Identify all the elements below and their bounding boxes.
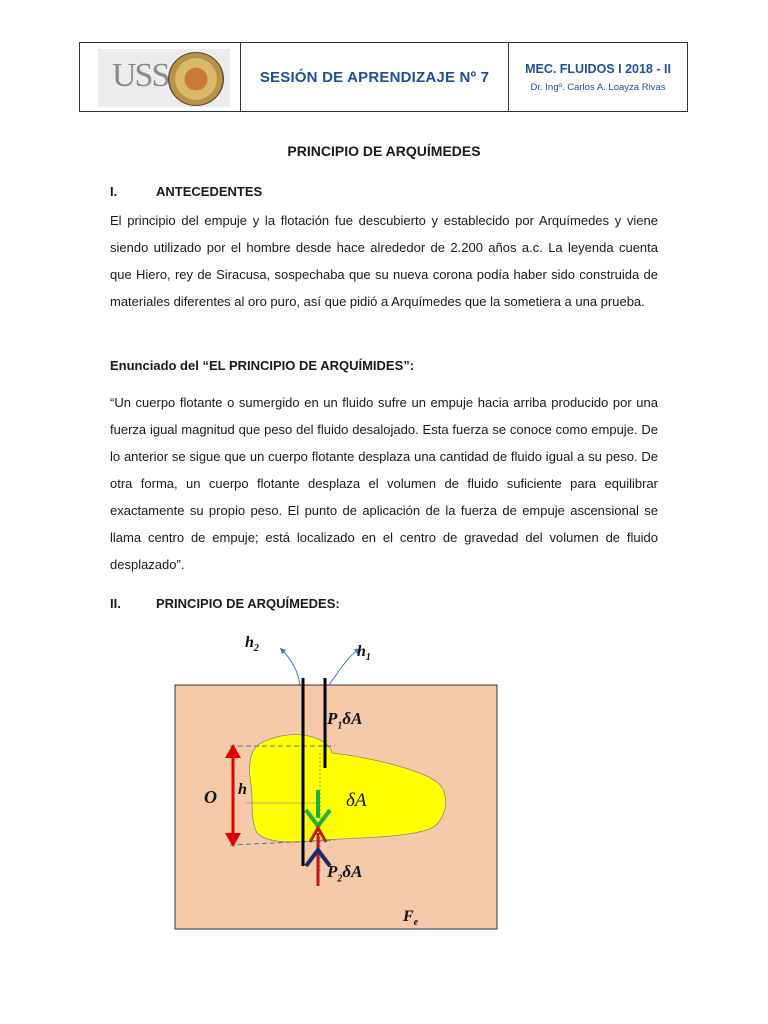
label-o: O <box>204 787 217 807</box>
session-cell <box>241 43 509 111</box>
archimedes-diagram <box>170 628 510 938</box>
section-1-number: I. <box>110 184 118 199</box>
document-header <box>79 42 688 112</box>
h2-pointer-arrow <box>282 650 300 686</box>
statement-heading: Enunciado del “EL PRINCIPIO DE ARQUÍMIDES”: <box>110 358 415 373</box>
statement-paragraph: “Un cuerpo flotante o sumergido en un fluido sufre un empuje hacia arriba producido por una fuerza igual magnitud que peso del fluido desalojado. Esta fuerza se conoce como empuje. De lo anterior se sigue que un cuerpo flotante desplaza una cantidad de fluido igual a su peso. De otra forma, un cuerpo flotante desplaza el volumen de fluido suficiente para equilibrar exactamente su propio peso. El punto de aplicación de la fuerza de empuje ascensional se llama centro de empuje; está localizado en el centro de gravedad del volumen de fluido desplazado”. <box>110 395 658 572</box>
uss-logo-text: USS <box>112 57 169 94</box>
h1-pointer-arrow <box>328 650 358 686</box>
page-title: PRINCIPIO DE ARQUÍMEDES <box>287 143 481 159</box>
section-2-title: PRINCIPIO DE ARQUÍMEDES: <box>156 596 340 611</box>
label-p2-da: $P_2\delta A$ <box>327 862 363 885</box>
section-2-number: II. <box>110 596 121 611</box>
label-h2: $h_2$ <box>245 634 259 655</box>
section-1-title: ANTECEDENTES <box>156 184 263 199</box>
session-title: SESIÓN DE APRENDIZAJE Nº 7 <box>259 68 490 86</box>
label-delta-a: δA <box>346 790 367 811</box>
university-logo <box>98 49 230 107</box>
course-cell <box>509 43 687 111</box>
label-fe: $F_e$ <box>403 908 419 929</box>
diagram-canvas <box>170 628 510 938</box>
logo-cell <box>80 43 241 111</box>
course-title: MEC. FLUIDOS I 2018 - II <box>525 61 671 76</box>
antecedentes-paragraph: El principio del empuje y la flotación fue descubierto y establecido por Arquímedes y viene siendo utilizado por el hombre desde hace alrededor de 2.200 años a.c. La leyenda cuenta que Hiero, rey de Siracusa, sospechaba que su nueva corona podía haber sido construida de materiales diferentes al oro puro, así que pidió a Arquímedes que la sometiera a una prueba. <box>110 213 658 309</box>
label-p1-da: $P_1\delta A$ <box>327 709 363 732</box>
university-seal-icon <box>168 52 224 106</box>
label-h1: $h_1$ <box>357 643 371 664</box>
teacher-name: Dr. Ingº. Carlos A. Loayza Rivas <box>530 81 666 93</box>
label-h: h <box>238 781 247 798</box>
